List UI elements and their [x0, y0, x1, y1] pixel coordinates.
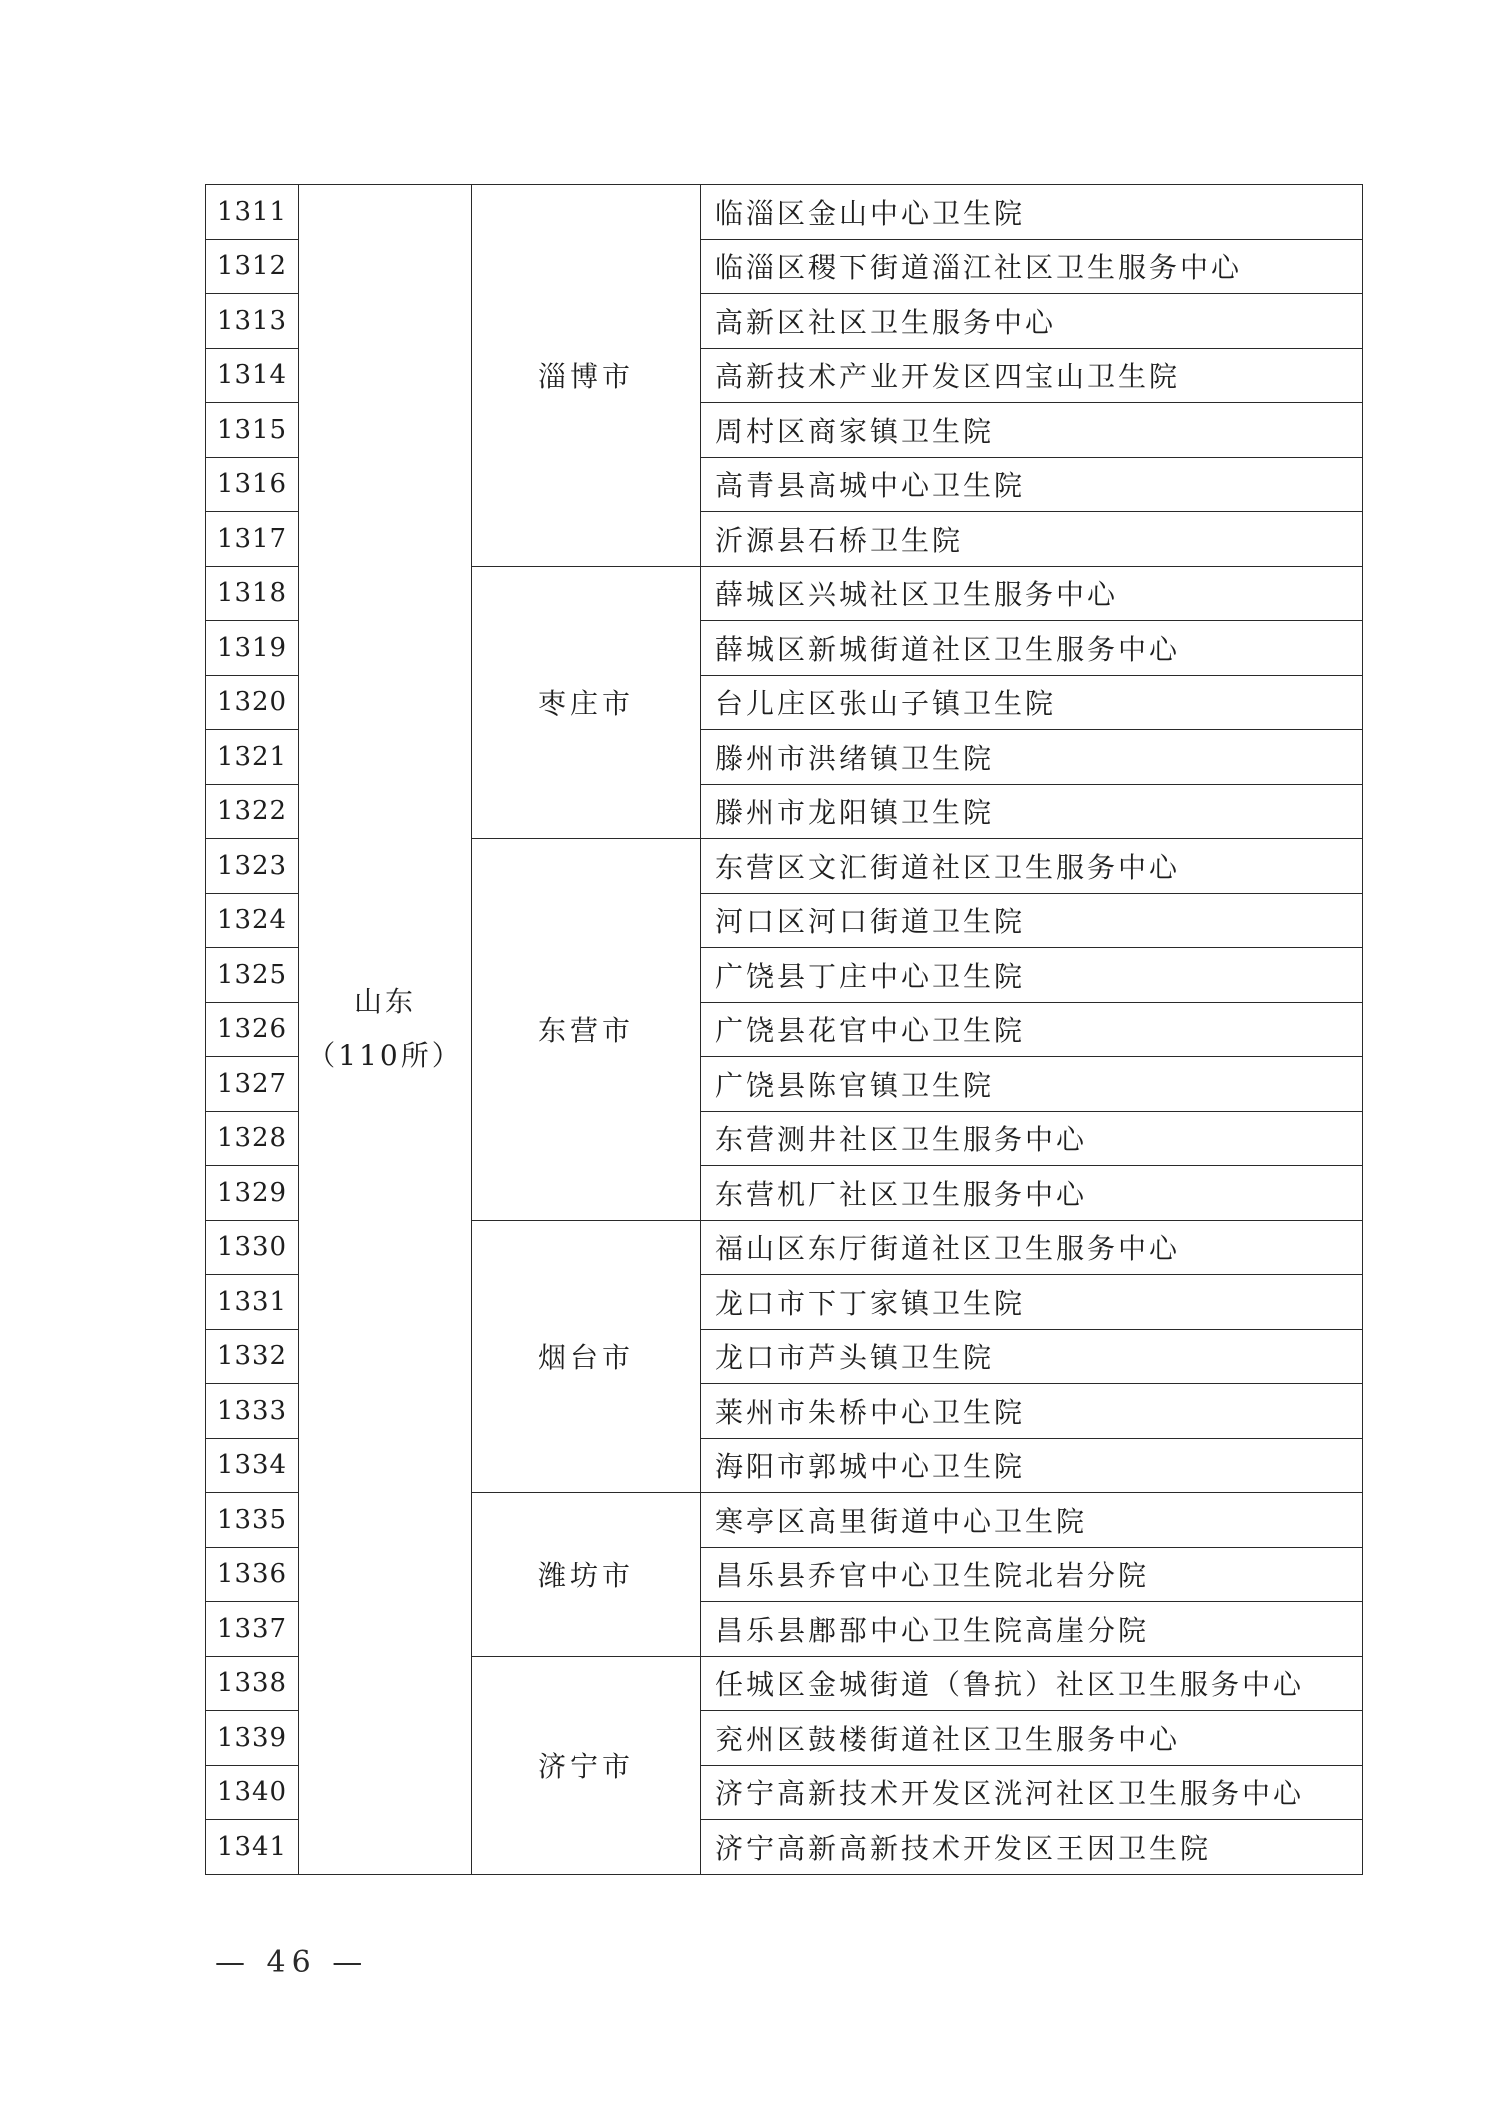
row-number: 1333 [206, 1384, 299, 1439]
row-number: 1334 [206, 1438, 299, 1493]
row-number: 1312 [206, 239, 299, 294]
row-number: 1339 [206, 1711, 299, 1766]
institution-name: 高青县高城中心卫生院 [701, 457, 1363, 512]
institution-name: 临淄区稷下街道淄江社区卫生服务中心 [701, 239, 1363, 294]
row-number: 1326 [206, 1002, 299, 1057]
institution-name: 高新区社区卫生服务中心 [701, 294, 1363, 349]
row-number: 1321 [206, 730, 299, 785]
institution-name: 海阳市郭城中心卫生院 [701, 1438, 1363, 1493]
city-cell: 东营市 [472, 839, 701, 1221]
institution-name: 广饶县陈官镇卫生院 [701, 1057, 1363, 1112]
institution-name: 济宁高新高新技术开发区王因卫生院 [701, 1820, 1363, 1875]
institution-name: 周村区商家镇卫生院 [701, 403, 1363, 458]
row-number: 1327 [206, 1057, 299, 1112]
institution-name: 薛城区新城街道社区卫生服务中心 [701, 621, 1363, 676]
row-number: 1325 [206, 948, 299, 1003]
row-number: 1340 [206, 1765, 299, 1820]
institution-name: 沂源县石桥卫生院 [701, 512, 1363, 567]
institution-name: 台儿庄区张山子镇卫生院 [701, 675, 1363, 730]
institution-name: 济宁高新技术开发区洸河社区卫生服务中心 [701, 1765, 1363, 1820]
institution-table [205, 184, 1363, 1875]
institution-name: 薛城区兴城社区卫生服务中心 [701, 566, 1363, 621]
institution-name: 兖州区鼓楼街道社区卫生服务中心 [701, 1711, 1363, 1766]
row-number: 1329 [206, 1166, 299, 1221]
institution-name: 河口区河口街道卫生院 [701, 893, 1363, 948]
row-number: 1338 [206, 1656, 299, 1711]
province-cell [299, 185, 472, 1875]
row-number: 1328 [206, 1111, 299, 1166]
row-number: 1332 [206, 1329, 299, 1384]
table-row [206, 185, 1363, 240]
row-number: 1313 [206, 294, 299, 349]
city-cell: 烟台市 [472, 1220, 701, 1493]
city-cell: 济宁市 [472, 1656, 701, 1874]
institution-name: 龙口市下丁家镇卫生院 [701, 1275, 1363, 1330]
row-number: 1318 [206, 566, 299, 621]
institution-name: 昌乐县鄌郚中心卫生院高崖分院 [701, 1602, 1363, 1657]
institution-name: 临淄区金山中心卫生院 [701, 185, 1363, 240]
row-number: 1319 [206, 621, 299, 676]
institution-name: 东营测井社区卫生服务中心 [701, 1111, 1363, 1166]
row-number: 1336 [206, 1547, 299, 1602]
institution-name: 昌乐县乔官中心卫生院北岩分院 [701, 1547, 1363, 1602]
row-number: 1316 [206, 457, 299, 512]
row-number: 1330 [206, 1220, 299, 1275]
city-cell: 枣庄市 [472, 566, 701, 839]
institution-name: 滕州市龙阳镇卫生院 [701, 784, 1363, 839]
institution-name: 滕州市洪绪镇卫生院 [701, 730, 1363, 785]
institution-name: 东营区文汇街道社区卫生服务中心 [701, 839, 1363, 894]
row-number: 1331 [206, 1275, 299, 1330]
institution-name: 广饶县丁庄中心卫生院 [701, 948, 1363, 1003]
institution-name: 福山区东厅街道社区卫生服务中心 [701, 1220, 1363, 1275]
city-cell: 淄博市 [472, 185, 701, 567]
page-number: — 46 — [215, 1945, 369, 1980]
institution-name: 寒亭区高里街道中心卫生院 [701, 1493, 1363, 1548]
row-number: 1322 [206, 784, 299, 839]
row-number: 1317 [206, 512, 299, 567]
institution-name: 广饶县花官中心卫生院 [701, 1002, 1363, 1057]
row-number: 1314 [206, 348, 299, 403]
province-name: 山东 [353, 985, 416, 1019]
row-number: 1335 [206, 1493, 299, 1548]
institution-name: 高新技术产业开发区四宝山卫生院 [701, 348, 1363, 403]
row-number: 1324 [206, 893, 299, 948]
institution-name: 任城区金城街道（鲁抗）社区卫生服务中心 [701, 1656, 1363, 1711]
row-number: 1341 [206, 1820, 299, 1875]
city-cell: 潍坊市 [472, 1493, 701, 1657]
row-number: 1311 [206, 185, 299, 240]
institution-name: 东营机厂社区卫生服务中心 [701, 1166, 1363, 1221]
institution-name: 莱州市朱桥中心卫生院 [701, 1384, 1363, 1439]
row-number: 1315 [206, 403, 299, 458]
row-number: 1323 [206, 839, 299, 894]
row-number: 1337 [206, 1602, 299, 1657]
row-number: 1320 [206, 675, 299, 730]
province-count: （110所） [307, 1039, 463, 1073]
institution-name: 龙口市芦头镇卫生院 [701, 1329, 1363, 1384]
